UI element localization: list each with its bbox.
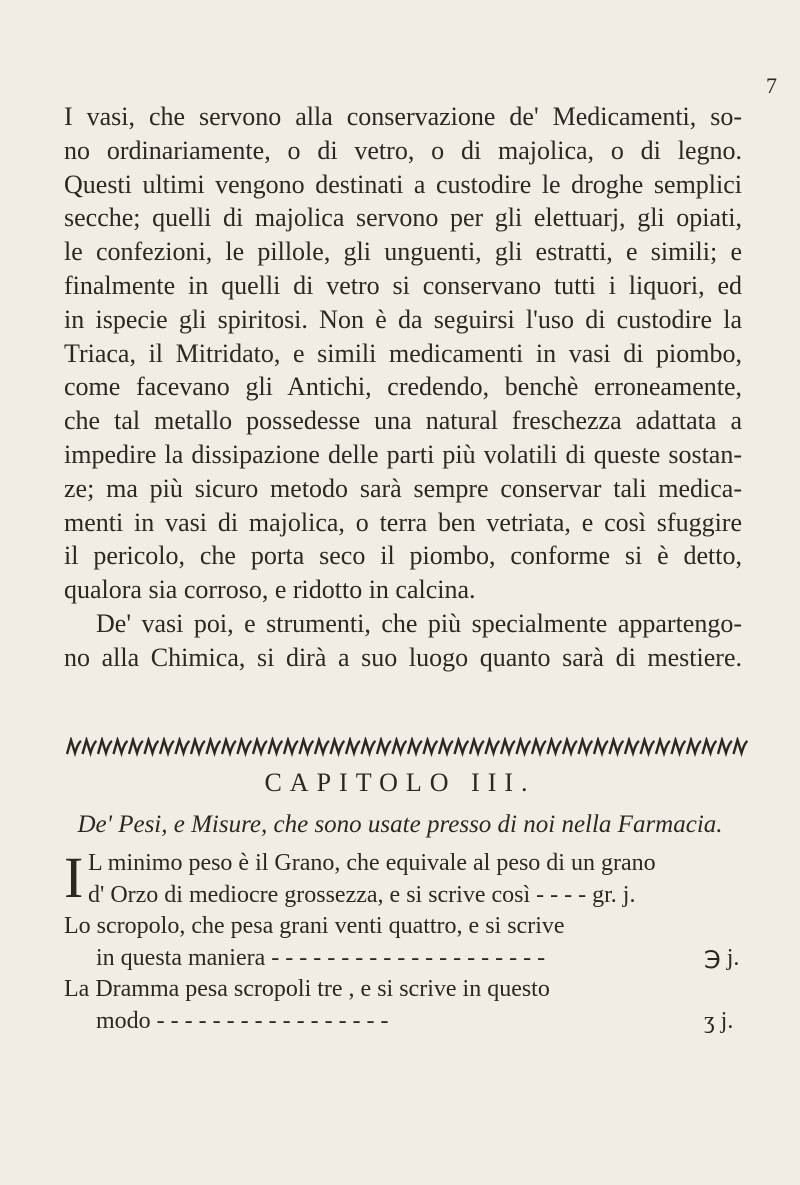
ornament-segment (517, 740, 531, 754)
ornament-segment (610, 740, 624, 754)
ornament-segment (455, 740, 469, 754)
text-line: no ordinariamente, o di vetro, o di majolica, o di legno. (64, 135, 742, 165)
ornament-segment (687, 740, 701, 754)
ornament-segment (548, 740, 562, 754)
ornament-segment (579, 740, 593, 754)
text-line: L minimo peso è il Grano, che equivale al peso di un grano (88, 850, 656, 876)
paragraph-vasi (64, 100, 742, 607)
ornament-segment (176, 740, 190, 754)
main-text (64, 100, 742, 675)
ornament-segment (238, 740, 252, 754)
text-line: Triaca, il Mitridato, e simili medicamenti in vasi di piombo, (64, 338, 742, 368)
ornament-segment (470, 740, 484, 754)
ornament-segment (83, 740, 97, 754)
text-line: come facevano gli Antichi, credendo, benchè erroneamente, (64, 372, 742, 402)
text-line: no alla Chimica, si dirà a suo luogo quanto sarà di mestiere. (64, 642, 742, 672)
page-number: 7 (766, 73, 777, 98)
text-line: Lo scropolo, che pesa grani venti quattro, e si scrive (64, 913, 565, 939)
text-line: menti in vasi di majolica, o terra ben vetriata, e così sfuggire (64, 507, 742, 537)
measure-grano-cont (64, 880, 754, 912)
drop-cap: I (64, 845, 84, 910)
text-line: in ispecie gli spiritosi. Non è da seguirsi l'uso di custodire la (64, 304, 742, 334)
text-line: ze; ma più sicuro metodo sarà sempre conservar tali medica- (64, 473, 742, 503)
ornament-segment (672, 740, 686, 754)
ornament-segment (114, 740, 128, 754)
measure-scropolo (64, 911, 754, 943)
ornament-segment (377, 740, 391, 754)
ornament-segment (160, 740, 174, 754)
scruple-symbol: ℈ j. (704, 944, 740, 971)
measures-section (64, 845, 754, 1037)
text-line: impedire la dissipazione delle parti più volatili di queste sostan- (64, 439, 742, 469)
ornament-segment (393, 740, 407, 754)
chapter-subtitle: De' Pesi, e Misure, che sono usate presso di noi nella Farmacia. (77, 811, 723, 838)
paragraph-strumenti (64, 607, 742, 675)
ornament-segment (315, 740, 329, 754)
ornament-segment (594, 740, 608, 754)
ornament-segment (253, 740, 267, 754)
ornament-segment (346, 740, 360, 754)
ornament-segment (191, 740, 205, 754)
ornament-segment (207, 740, 221, 754)
ornament-segment (486, 740, 500, 754)
ornament-segment (656, 740, 670, 754)
dram-symbol: ʒ j. (704, 1007, 734, 1034)
ornament-segment (331, 740, 345, 754)
measure-scropolo-cont (64, 943, 754, 975)
measure-dramma (64, 974, 754, 1006)
ornament-segment (563, 740, 577, 754)
ornament-segment (284, 740, 298, 754)
ornament-segment (269, 740, 283, 754)
ornament-segment (300, 740, 314, 754)
ornament-segment (98, 740, 112, 754)
text-line: d' Orzo di mediocre grossezza, e si scrive così - - - - gr. j. (88, 881, 636, 908)
ornament-segment (129, 740, 143, 754)
text-line: che tal metallo possedesse una natural freschezza adattata a (64, 406, 742, 436)
text-line: le confezioni, le pillole, gli unguenti, gli estratti, e simili; e (64, 237, 742, 267)
ornament-segment (703, 740, 717, 754)
text-line: secche; quelli di majolica servono per gli elettuarj, gli opiati, (64, 203, 742, 233)
text-line: De' vasi poi, e strumenti, che più specialmente appartengo- (96, 608, 742, 638)
text-line: modo - - - - - - - - - - - - - - - - - (96, 1007, 389, 1034)
ornament-segment (718, 740, 732, 754)
ornament-segment (67, 740, 81, 754)
text-line: La Dramma pesa scropoli tre , e si scrive in questo (64, 976, 550, 1002)
ornament-segment (408, 740, 422, 754)
text-line: finalmente in quelli di vetro si conservano tutti i liquori, ed (64, 270, 742, 300)
chapter-title: CAPITOLO III. (264, 768, 536, 797)
ornament-segment (424, 740, 438, 754)
ornament-segment (222, 740, 236, 754)
text-line: qualora sia corroso, e ridotto in calcina. (64, 575, 476, 605)
text-line: in questa maniera - - - - - - - - - - - - - - - - - - - - (96, 944, 546, 971)
ornament-segment (501, 740, 515, 754)
ornament-segment (734, 740, 748, 754)
ornament-segment (625, 740, 639, 754)
ornament-segment (532, 740, 546, 754)
ornament-segment (641, 740, 655, 754)
ornament-segment (439, 740, 453, 754)
ornamental-border (66, 737, 752, 757)
text-line: Questi ultimi vengono destinati a custodire le droghe semplici (64, 169, 742, 199)
text-line: il pericolo, che porta seco il piombo, conforme si è detto, (64, 541, 742, 571)
ornament-segment (145, 740, 159, 754)
text-line: I vasi, che servono alla conservazione de' Medicamenti, so- (64, 102, 742, 131)
ornament-segment (362, 740, 376, 754)
measure-dramma-cont (64, 1006, 754, 1038)
